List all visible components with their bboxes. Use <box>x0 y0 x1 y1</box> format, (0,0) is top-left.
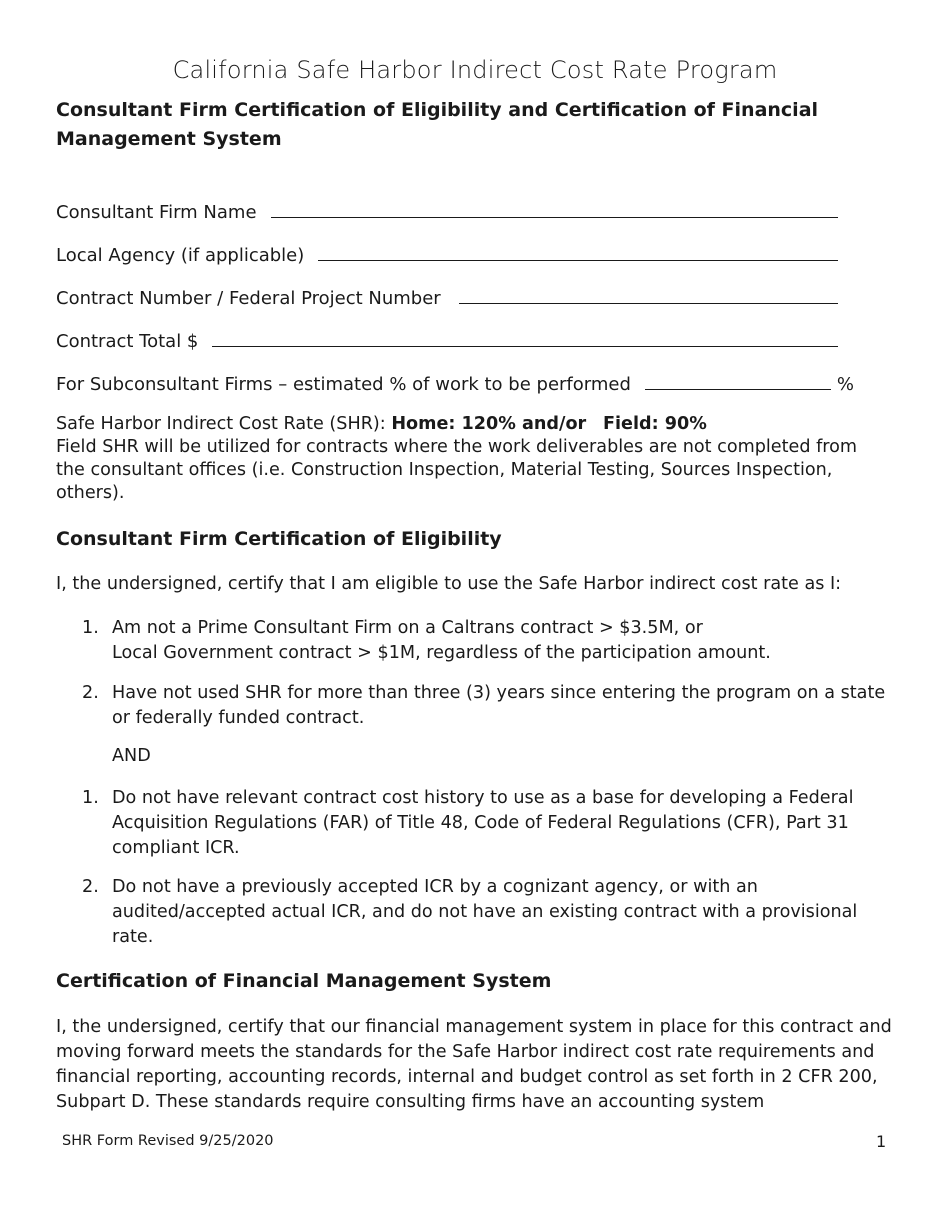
form-subtitle: Consultant Firm Certification of Eligibility and Certification of Financial Management System <box>56 99 819 150</box>
item-text-line: Am not a Prime Consultant Firm on a Caltrans contract > $3.5M, or <box>112 618 703 638</box>
shr-home-rate: Home: 120% and/or <box>391 414 587 434</box>
form-revision: SHR Form Revised 9/25/2020 <box>62 1133 274 1149</box>
page-title: California Safe Harbor Indirect Cost Rate Program <box>172 56 778 84</box>
shr-field-rate: Field: 90% <box>603 414 707 434</box>
item-text: Have not used SHR for more than three (3) years since entering the program on a state or federally funded contract. <box>112 683 886 728</box>
item-number: 2. <box>82 683 99 703</box>
list-item <box>82 681 896 731</box>
and-connector: AND <box>112 746 151 766</box>
contract-total-field[interactable] <box>212 345 838 347</box>
contract-total-row <box>56 326 838 352</box>
contract-number-row <box>56 283 838 309</box>
list-item <box>82 786 896 861</box>
eligibility-heading: Consultant Firm Certification of Eligibility <box>56 528 502 550</box>
consultant-firm-name-row <box>56 197 838 223</box>
contract-number-field[interactable] <box>459 302 838 304</box>
consultant-firm-name-field[interactable] <box>271 216 838 218</box>
item-text: Do not have a previously accepted ICR by a cognizant agency, or with an audited/accepted actual ICR, and do not have an existing contract with a provisional rate. <box>112 877 858 947</box>
list-item <box>82 616 896 666</box>
percent-suffix: % <box>836 374 854 395</box>
local-agency-field[interactable] <box>318 259 838 261</box>
item-text: Do not have relevant contract cost history to use as a base for developing a Federal Acquisition Regulations (FAR) of Title 48, Code of Federal Regulations (CFR), Part 31 compliant ICR. <box>112 788 854 858</box>
field-label: Contract Number / Federal Project Number <box>56 288 441 309</box>
field-label: For Subconsultant Firms – estimated % of work to be performed <box>56 374 631 395</box>
field-label: Local Agency (if applicable) <box>56 245 305 266</box>
local-agency-row <box>56 240 838 266</box>
item-number: 1. <box>82 788 99 808</box>
shr-rate-block <box>56 413 886 505</box>
item-number: 2. <box>82 877 99 897</box>
field-label: Contract Total $ <box>56 331 199 352</box>
eligibility-intro: I, the undersigned, certify that I am eligible to use the Safe Harbor indirect cost rate as I: <box>56 574 842 594</box>
subconsultant-percent-field[interactable] <box>645 388 831 390</box>
financial-text: I, the undersigned, certify that our financial management system in place for this contract and moving forward meets the standards for the Safe Harbor indirect cost rate requirements and financial reporting, accounting records, internal and budget control as set forth in 2 CFR 200, Subpart D. These standards require consulting firms have an accounting system <box>56 1017 892 1112</box>
shr-note: Field SHR will be utilized for contracts where the work deliverables are not completed from the consultant offices (i.e. Construction Inspection, Material Testing, Sources Inspection, others). <box>56 437 858 503</box>
item-text-line: Local Government contract > $1M, regardless of the participation amount. <box>112 643 771 663</box>
field-label: Consultant Firm Name <box>56 202 257 223</box>
financial-heading: Certification of Financial Management System <box>56 970 552 992</box>
subconsultant-percent-row <box>56 369 854 395</box>
shr-label: Safe Harbor Indirect Cost Rate (SHR): <box>56 414 386 434</box>
page-number: 1 <box>876 1132 887 1151</box>
list-item <box>82 875 896 950</box>
item-number: 1. <box>82 618 99 638</box>
